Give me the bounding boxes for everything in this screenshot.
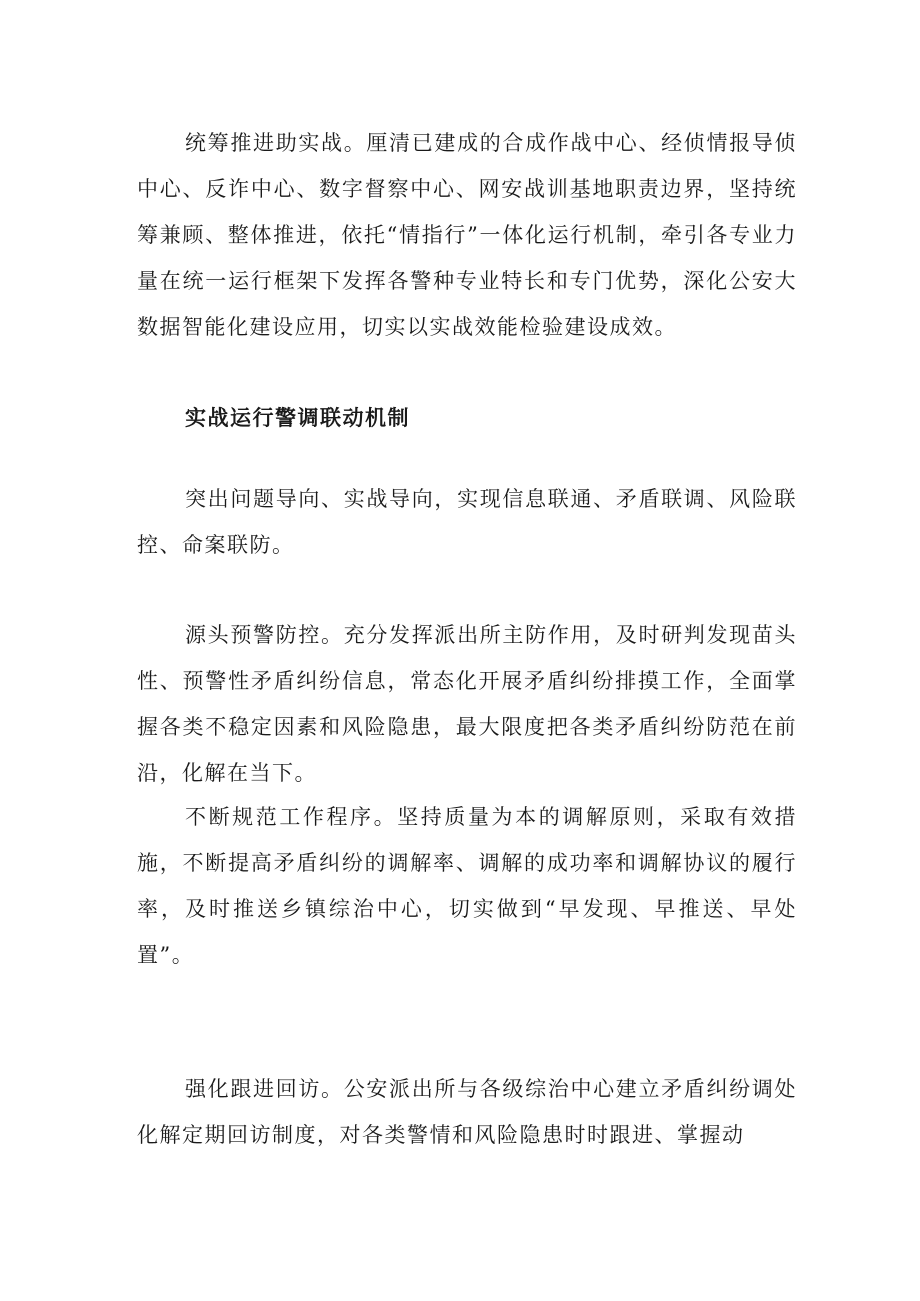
paragraph-coordinated-combat: 统筹推进助实战。厘清已建成的合成作战中心、经侦情报导侦中心、反诈中心、数字督察中心、网安战训基地职责边界，坚持统筹兼顾、整体推进，依托“情指行”一体化运行机制，牵引各专业力量在统一运行框架下发挥各警种专业特长和专门优势，深化公安大数据智能化建设应用，切实以实战效能检验建设成效。 [137, 131, 797, 339]
paragraph-problem-orientation: 突出问题导向、实战导向，实现信息联通、矛盾联调、风险联控、命案联防。 [137, 487, 797, 557]
paragraph-follow-up-visits: 强化跟进回访。公安派出所与各级综治中心建立矛盾纠纷调处化解定期回访制度，对各类警情和风险隐患时时跟进、掌握动 [137, 1077, 797, 1147]
section-heading: 实战运行警调联动机制 [185, 405, 410, 430]
paragraph-work-procedure: 不断规范工作程序。坚持质量为本的调解原则，采取有效措施，不断提高矛盾纠纷的调解率、调解的成功率和调解协议的履行率，及时推送乡镇综治中心，切实做到“早发现、早推送、早处置”。 [137, 805, 797, 967]
paragraph-source-warning: 源头预警防控。充分发挥派出所主防作用，及时研判发现苗头性、预警性矛盾纠纷信息，常态化开展矛盾纠纷排摸工作，全面掌握各类不稳定因素和风险隐患，最大限度把各类矛盾纠纷防范在前沿，化解在当下。 [137, 623, 797, 785]
